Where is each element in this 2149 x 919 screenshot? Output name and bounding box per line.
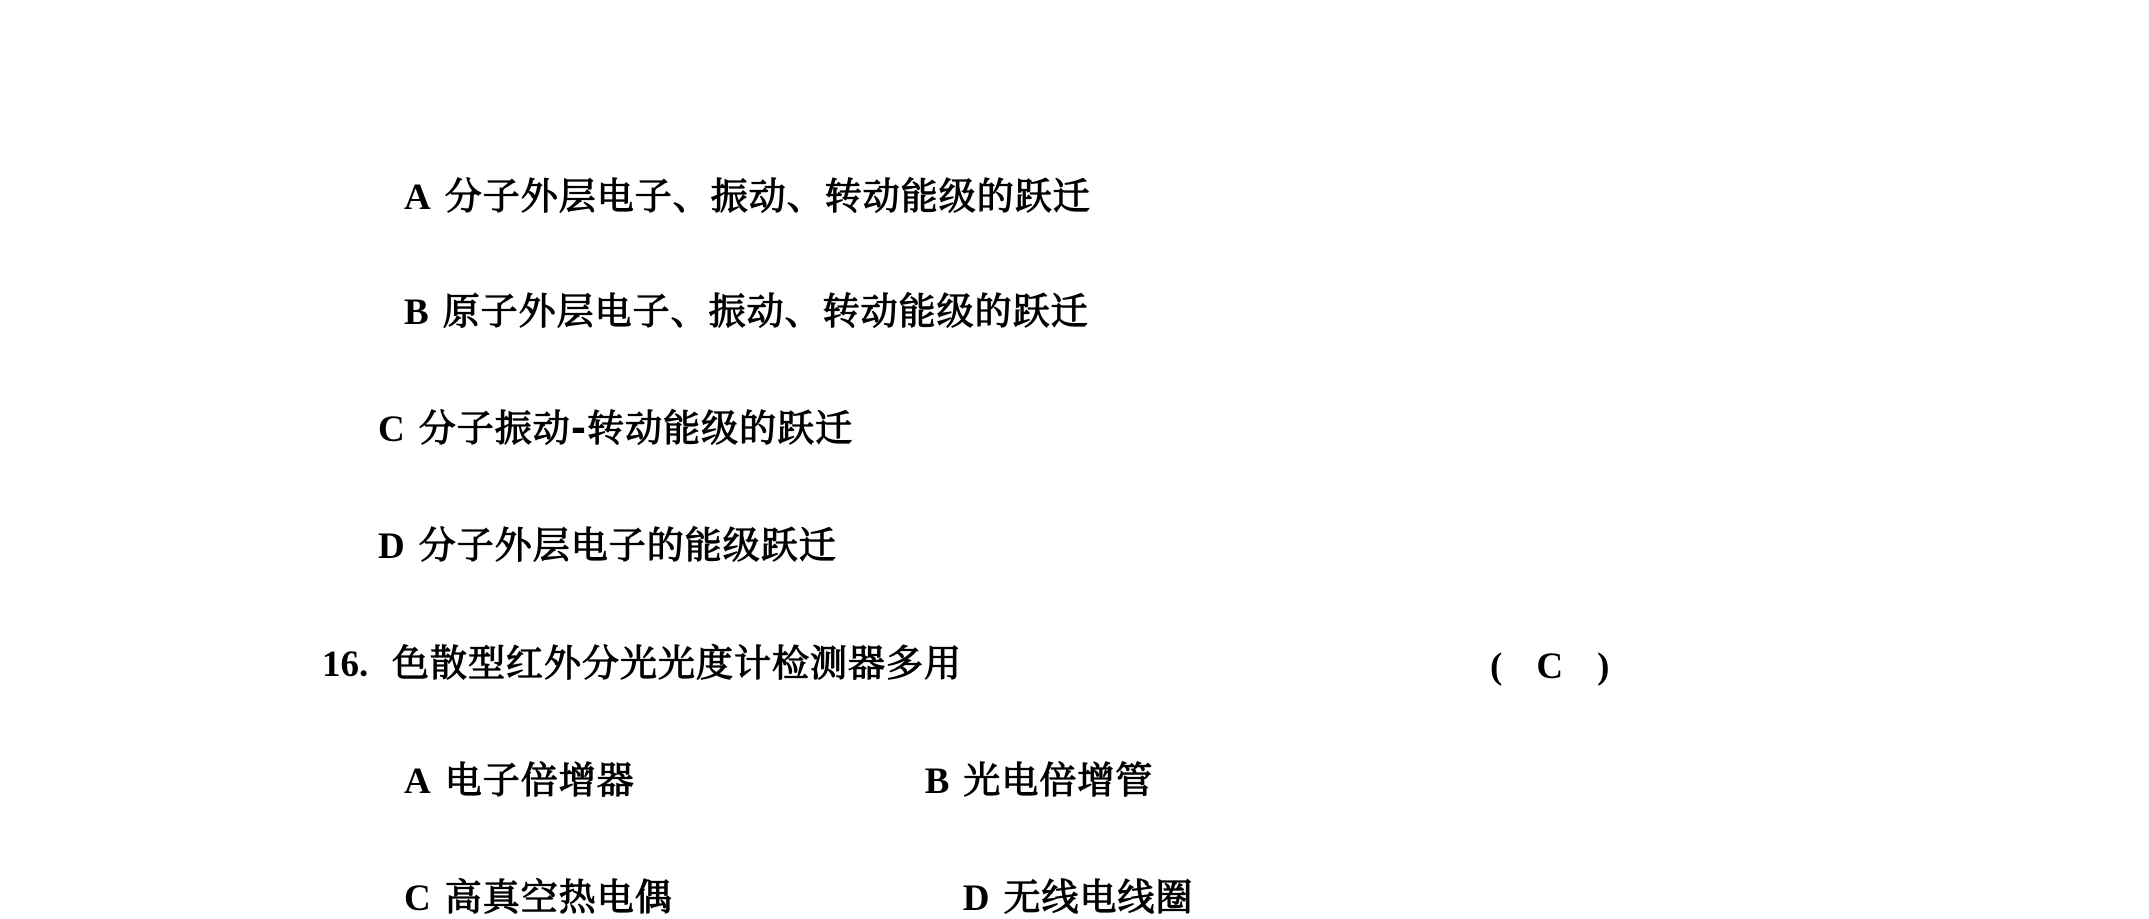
question-15-option-b (404, 290, 1089, 333)
question-16-answer-bracket (1490, 645, 1609, 688)
option-letter: C (378, 409, 405, 450)
option-letter: B (924, 761, 950, 802)
option-text: 高真空热电偶 (444, 876, 673, 919)
option-text: 分子外层电子的能级跃迁 (418, 524, 837, 567)
question-number: 16. (322, 644, 369, 685)
option-letter: D (962, 878, 990, 919)
option-letter: B (404, 292, 429, 333)
option-letter: D (378, 526, 405, 567)
question-text: 色散型红外分光光度计检测器多用 (392, 642, 962, 685)
close-paren: ) (1597, 646, 1610, 687)
question-16-options-row-2 (404, 876, 1194, 919)
answer-letter: C (1536, 646, 1564, 687)
question-16-options-row-1 (404, 759, 1154, 802)
open-paren: ( (1490, 646, 1503, 687)
option-text: 电子倍增器 (444, 759, 635, 802)
option-text: 光电倍增管 (963, 759, 1154, 802)
option-letter: A (404, 177, 431, 218)
option-text: 原子外层电子、振动、转动能级的跃迁 (442, 290, 1089, 333)
option-letter: A (404, 761, 431, 802)
question-15-option-d (378, 524, 837, 567)
option-letter: C (404, 878, 431, 919)
option-text: 无线电线圈 (1003, 876, 1194, 919)
option-text: 分子外层电子、振动、转动能级的跃迁 (444, 175, 1091, 218)
question-15-option-a (404, 175, 1091, 218)
option-text: 分子振动-转动能级的跃迁 (418, 407, 854, 450)
question-16-stem (322, 642, 962, 685)
question-15-option-c (378, 407, 854, 450)
